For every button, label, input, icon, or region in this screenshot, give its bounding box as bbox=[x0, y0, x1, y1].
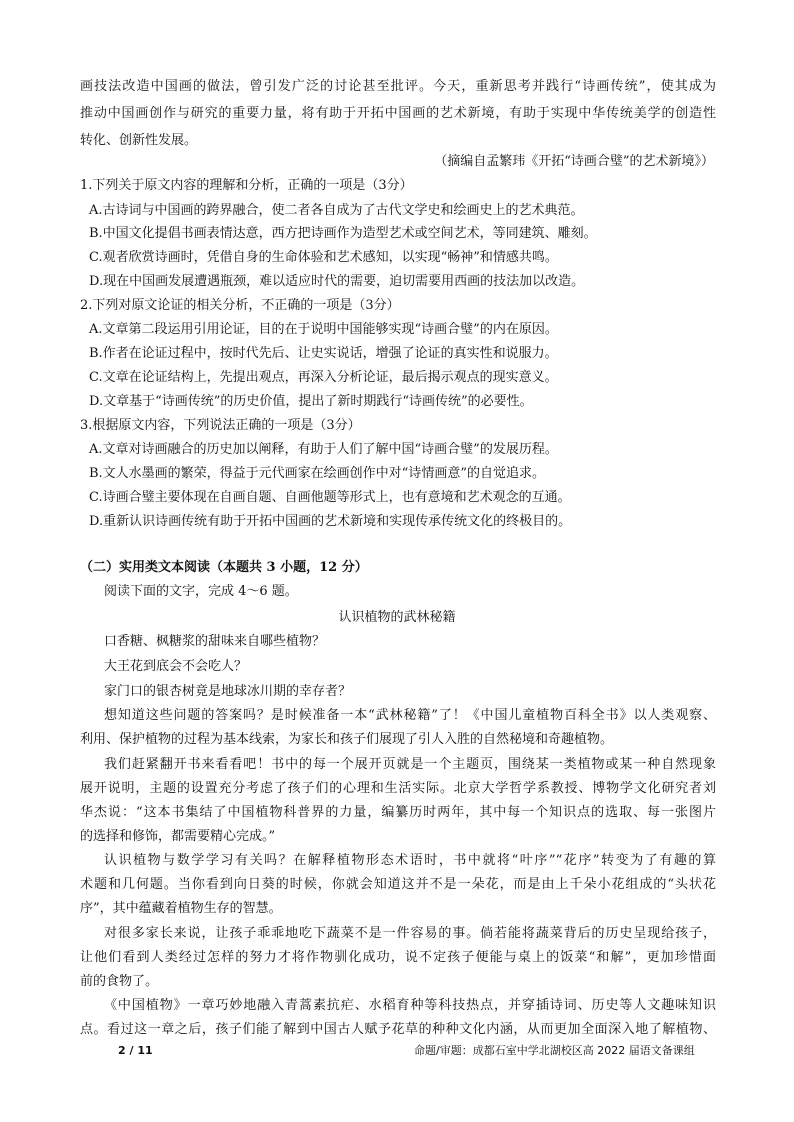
article-title: 认识植物的武林秘籍 bbox=[338, 610, 456, 625]
para3-line-3: 序”，其中蕴藏着植物生存的智慧。 bbox=[80, 901, 282, 916]
question-1-option-a: A.古诗词与中国画的跨界融合，使二者各自成为了古代文学史和绘画史上的艺术典范。 bbox=[89, 203, 584, 218]
question-1-option-d: D.现在中国画发展遭遇瓶颈，难以适应时代的需要，迫切需要用西画的技法加以改造。 bbox=[89, 274, 585, 289]
para3-line-2: 术题和几何题。当你看到向日葵的时候，你就会知道这并不是一朵花，而是由上千朵小花组成的“头状花 bbox=[80, 877, 716, 892]
question-2-option-c: C.文章在论证结构上，先提出观点，再深入分析论证，最后揭示观点的现实意义。 bbox=[89, 370, 558, 385]
question-1-option-c: C.观者欣赏诗画时，凭借自身的生命体验和艺术感知，以实现“畅神”和情感共鸣。 bbox=[89, 250, 558, 265]
question-2-option-b: B.作者在论证过程中，按时代先后、让史实说话，增强了论证的真实性和说服力。 bbox=[89, 346, 558, 361]
para2-line-3: 华杰说：“这本书集结了中国植物科普界的力量，编纂历时两年，其中每一个知识点的选取、每一张图片 bbox=[80, 805, 716, 820]
para4-line-3: 前的食物了。 bbox=[80, 974, 159, 989]
question-1-stem: 1.下列关于原文内容的理解和分析，正确的一项是（3分） bbox=[80, 178, 413, 193]
para2-line-2: 展开说明，主题的设置充分考虑了孩子们的心理和生活实际。北京大学哲学系教授、博物学文化研究者刘 bbox=[80, 781, 716, 796]
question-2-option-a: A.文章第二段运用引用论证，目的在于说明中国能够实现“诗画合璧”的内在原因。 bbox=[89, 322, 558, 337]
page-number: 2 / 11 bbox=[118, 1044, 153, 1057]
para2-line-1: 我们赶紧翻开书来看看吧！书中的每一个展开页就是一个主题页，围绕某一类植物或某一种自然现象 bbox=[104, 757, 716, 772]
article-question-3: 家门口的银杏树竟是地球冰川期的幸存者？ bbox=[104, 684, 352, 699]
para1-line-2: 利用、保护植物的过程为基本线索，为家长和孩子们展现了引人入胜的自然秘境和奇趣植物。 bbox=[80, 732, 614, 747]
question-2-option-d: D.文章基于“诗画传统”的历史价值，提出了新时期践行“诗画传统”的必要性。 bbox=[89, 394, 533, 409]
question-2-stem: 2.下列对原文论证的相关分析，不正确的一项是（3分） bbox=[80, 298, 400, 313]
question-3-option-c: C.诗画合璧主要体现在自画自题、自画他题等形式上，也有意境和艺术观念的互通。 bbox=[89, 490, 571, 505]
para4-line-2: 让他们看到人类经过怎样的努力才将作物驯化成功，说不定孩子便能与桌上的饭菜“和解”，更加珍惜面 bbox=[80, 950, 716, 965]
article-question-1: 口香糖、枫糖浆的甜味来自哪些植物？ bbox=[104, 634, 326, 649]
question-3-option-a: A.文章对诗画融合的历史加以阐释，有助于人们了解中国“诗画合璧”的发展历程。 bbox=[89, 442, 558, 457]
intro-line-3: 转化、创新性发展。 bbox=[80, 133, 198, 148]
question-3-option-b: B.文人水墨画的繁荣，得益于元代画家在绘画创作中对“诗情画意”的自觉追求。 bbox=[89, 466, 545, 481]
source-citation: （摘编自孟繁玮《开拓“诗画合璧”的艺术新境》） bbox=[434, 154, 714, 169]
para5-line-2: 点。看过这一章之后，孩子们能了解到中国古人赋予花草的种种文化内涵，从而更加全面深入地了解植物、 bbox=[80, 1022, 716, 1037]
question-3-option-d: D.重新认识诗画传统有助于开拓中国画的艺术新境和实现传承传统文化的终极目的。 bbox=[89, 514, 572, 529]
para5-line-1: 《中国植物》一章巧妙地融入青蒿素抗疟、水稻育种等科技热点，并穿插诗词、历史等人文趣味知识 bbox=[104, 998, 716, 1013]
para4-line-1: 对很多家长来说，让孩子乖乖地吃下蔬菜不是一件容易的事。倘若能将蔬菜背后的历史呈现给孩子， bbox=[104, 926, 716, 941]
question-3-stem: 3.根据原文内容，下列说法正确的一项是（3分） bbox=[80, 418, 361, 433]
para3-line-1: 认识植物与数学学习有关吗？在解释植物形态术语时，书中就将“叶序”“花序”转变为了有趣的算 bbox=[104, 853, 716, 868]
question-1-option-b: B.中国文化提倡书画表情达意，西方把诗画作为造型艺术或空间艺术，等同建筑、雕刻。 bbox=[89, 226, 597, 241]
intro-line-2: 推动中国画创作与研究的重要力量，将有助于开拓中国画的艺术新境，有助于实现中华传统美学的创造性 bbox=[80, 106, 716, 121]
footer-credit: 命题/审题：成都石室中学北湖校区高 2022 届语文备课组 bbox=[414, 1044, 695, 1057]
section-instruction: 阅读下面的文字，完成 4～6 题。 bbox=[104, 584, 298, 599]
article-question-2: 大王花到底会不会吃人？ bbox=[104, 659, 248, 674]
section-heading: （二）实用类文本阅读（本题共 3 小题，12 分） bbox=[80, 560, 368, 575]
para1-line-1: 想知道这些问题的答案吗？是时候准备一本“武林秘籍”了！《中国儿童植物百科全书》以人类观察、 bbox=[104, 708, 716, 723]
para2-line-4: 的选择和修饰，都需要精心完成。” bbox=[80, 829, 276, 844]
intro-line-1: 画技法改造中国画的做法，曾引发广泛的讨论甚至批评。今天，重新思考并践行“诗画传统”，使其成为 bbox=[80, 79, 716, 94]
